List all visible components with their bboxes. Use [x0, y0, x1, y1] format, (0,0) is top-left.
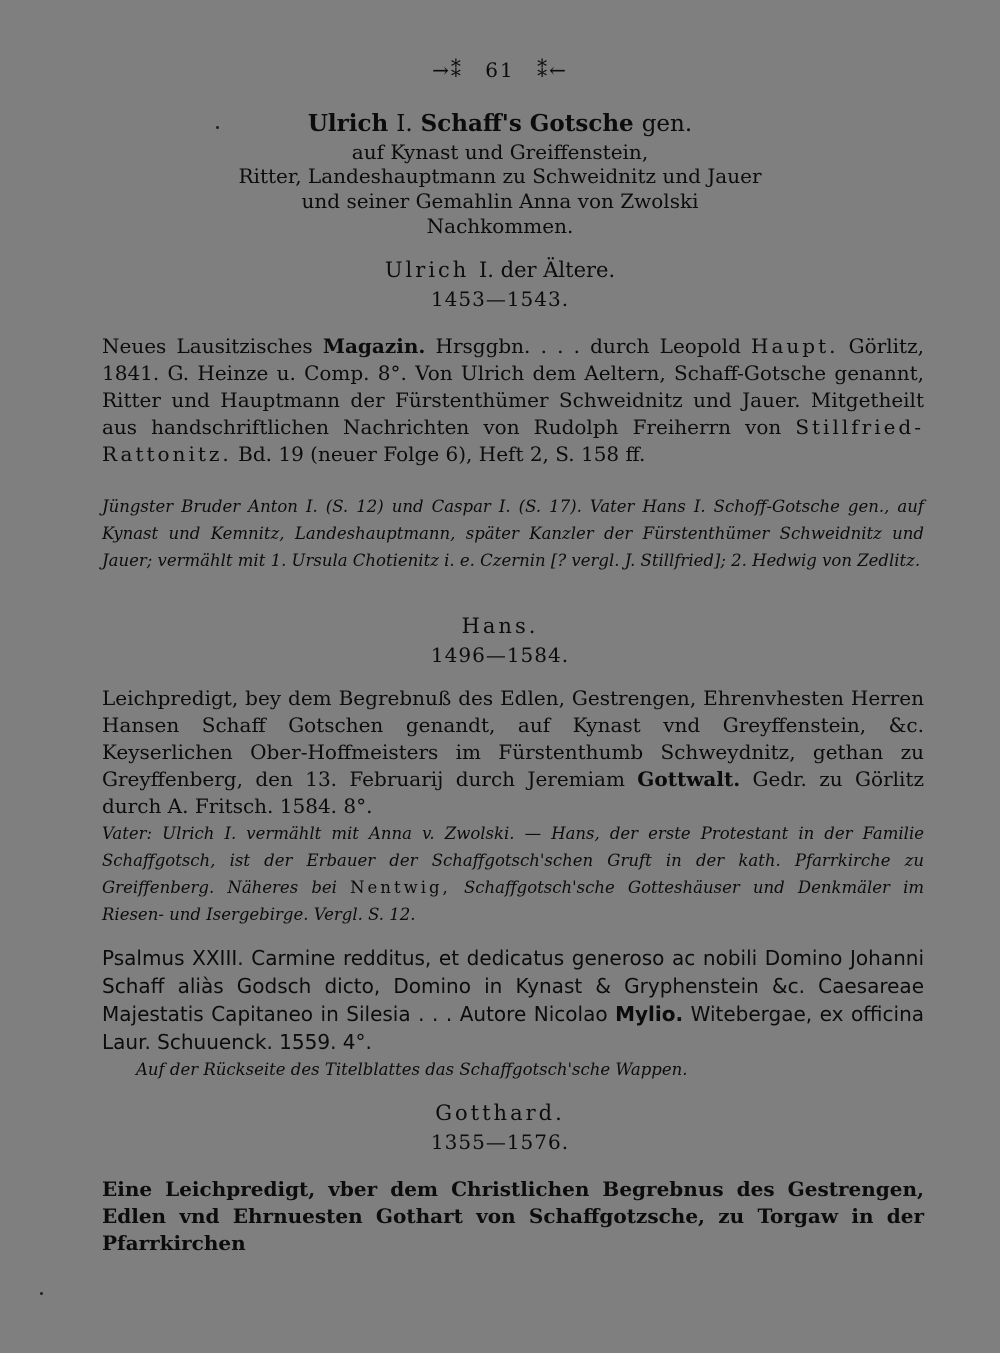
section-heading: Ulrich I. der Ältere.	[384, 258, 616, 282]
annotation-note: Jüngster Bruder Anton I. (S. 12) und Caspar I. (S. 17). Vater Hans I. Schoff-Gotsche gen., auf Kynast und Kemnitz, Landeshauptmann, später Kanzler der Fürstenthümer Schweidnitz und Jauer; vermählt mit 1. Ursula Chotienitz i. e. Czernin [? vergl. J. Stillfried]; 2. Hedwig von Zedlitz.	[102, 497, 924, 570]
section-heading: Hans.	[461, 614, 539, 638]
bibliography-entry: Neues Lausitzisches Magazin. Hrsggbn. . . . durch Leopold Haupt. Görlitz, 1841. G. Heinze u. Comp. 8°. Von Ulrich dem Aeltern, Schaff-Gotsche genannt, Ritter und Hauptmann der Fürstenthümer Schweidnitz und Jauer. Mitgetheilt aus handschriftlichen Nachrichten von Rudolph Freiherrn von Stillfried-Rattonitz. Bd. 19 (neuer Folge 6), Heft 2, S. 158 ff.	[102, 334, 924, 466]
bibliography-entry: Psalmus XXIII. Carmine redditus, et dedicatus generoso ac nobili Domino Johanni Schaff aliàs Godsch dicto, Domino in Kynast & Gryphenstein &c. Caesareae Majestatis Capitaneo in Silesia . . . Autore Nicolao Mylio. Witebergae, ex officina Laur. Schuuenck. 1559. 4°.	[102, 946, 925, 1054]
ornament-left: →⁑	[432, 58, 463, 82]
section-years: 1355—1576.	[430, 1130, 570, 1154]
annotation-note: Vater: Ulrich I. vermählt mit Anna v. Zwolski. — Hans, der erste Protestant in der Familie Schaffgotsch, ist der Erbauer der Schaffgotsch'schen Gruft in der kath. Pfarrkirche zu Greiffenberg. Näheres bei Nentwig, Schaffgotsch'sche Gotteshäuser und Denkmäler im Riesen- und Isergebirge. Vergl. S. 12.	[102, 824, 924, 924]
section-years: 1496—1584.	[430, 643, 570, 667]
title-line: und seiner Gemahlin Anna von Zwolski	[301, 189, 699, 213]
page-number-line	[0, 58, 1000, 82]
title-line: auf Kynast und Greiffenstein,	[351, 140, 649, 164]
bibliography-entry: Leichpredigt, bey dem Begrebnuß des Edlen, Gestrengen, Ehrenvhesten Herren Hansen Schaff Gotschen genandt, auf Kynast vnd Greyffenstein, &c. Keyserlichen Ober-Hoffmeisters im Fürstenthumb Schweydnitz, gethan zu Greyffenberg, den 13. Februarij durch Jeremiam Gottwalt. Gedr. zu Görlitz durch A. Fritsch. 1584. 8°.	[102, 686, 924, 818]
section-heading: Gotthard.	[435, 1101, 565, 1125]
ornament-right: ⁑←	[537, 58, 568, 82]
bibliography-entry: Eine Leichpredigt, vber dem Christlichen Begrebnus des Gestrengen, Edlen vnd Ehrnuesten Gothart von Schaffgotzsche, zu Torgaw in der Pfarrkirchen	[102, 1177, 924, 1255]
page-title: Ulrich I. Schaff's Gotsche gen.	[307, 110, 693, 137]
title-line: Nachkommen.	[426, 214, 574, 238]
speck	[40, 1292, 43, 1295]
section-years: 1453—1543.	[430, 287, 570, 311]
annotation-note: Auf der Rückseite des Titelblattes das Schaffgotsch'sche Wappen.	[136, 1060, 688, 1079]
title-line: Ritter, Landeshauptmann zu Schweidnitz und Jauer	[238, 164, 762, 188]
page-number: 61	[485, 58, 515, 82]
